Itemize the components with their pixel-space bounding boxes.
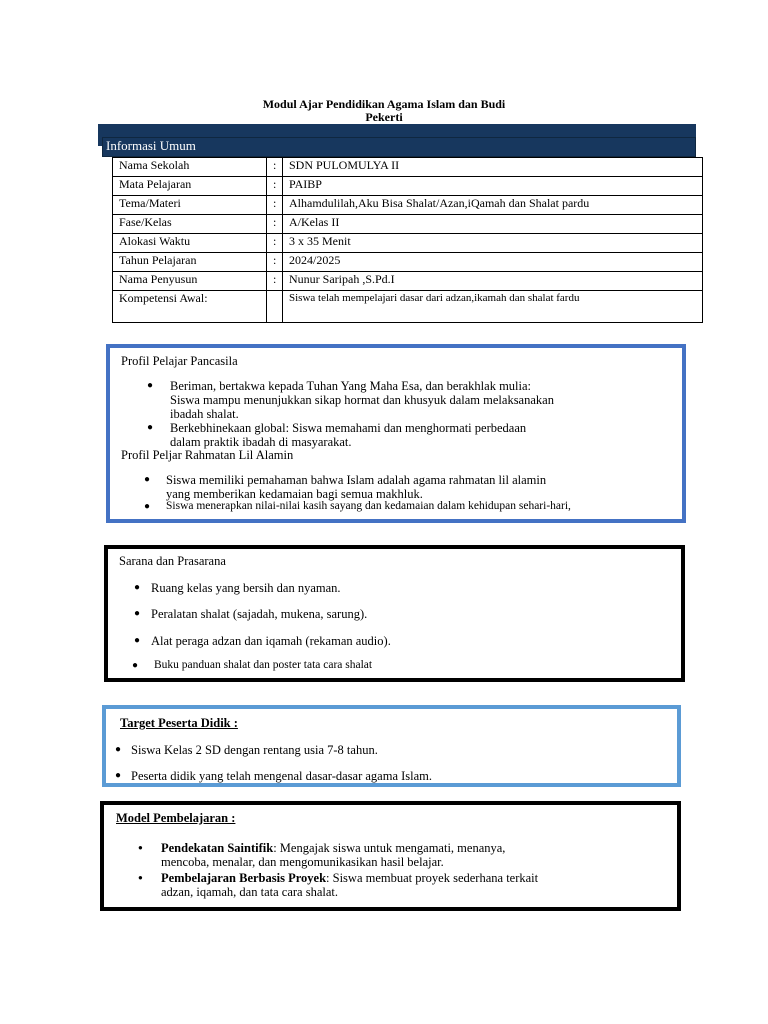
table-row — [113, 253, 703, 272]
list-item-line: Berkebhinekaan global: Siswa memahami dan menghormati perbedaan — [170, 421, 527, 435]
list-item-line — [161, 871, 538, 885]
bullet-icon: ● — [147, 422, 154, 433]
list-item: Siswa Kelas 2 SD dengan rentang usia 7-8 tahun. — [131, 743, 378, 757]
row-sep: : — [267, 196, 283, 215]
table-row — [113, 196, 703, 215]
model-box — [100, 801, 681, 911]
table-row — [113, 158, 703, 177]
bullet-icon: ● — [134, 635, 141, 646]
list-item: Alat peraga adzan dan iqamah (rekaman audio). — [151, 634, 391, 648]
row-value: SDN PULOMULYA II — [283, 158, 703, 177]
list-item-line: adzan, iqamah, dan tata cara shalat. — [161, 885, 338, 899]
model-term: Pendekatan Saintifik — [161, 841, 274, 855]
list-item — [170, 379, 554, 421]
bullet-icon: ● — [115, 770, 122, 781]
model-desc: : Mengajak siswa untuk mengamati, menanya, — [273, 841, 506, 855]
row-value: 2024/2025 — [283, 253, 703, 272]
row-sep: : — [267, 215, 283, 234]
row-label: Kompetensi Awal: — [113, 291, 267, 323]
info-table — [112, 157, 703, 323]
title-line-2: Pekerti — [365, 110, 403, 124]
table-row — [113, 291, 703, 323]
model-heading: Model Pembelajaran : — [116, 811, 236, 825]
list-item-line: ibadah shalat. — [170, 407, 239, 421]
profil-heading-2: Profil Peljar Rahmatan Lil Alamin — [121, 448, 294, 462]
list-item — [161, 871, 538, 899]
row-sep: : — [267, 253, 283, 272]
bullet-icon: ● — [144, 501, 151, 512]
list-item: Peserta didik yang telah mengenal dasar-dasar agama Islam. — [131, 769, 433, 783]
bullet-icon: ● — [115, 744, 122, 755]
row-label: Alokasi Waktu — [113, 234, 267, 253]
list-item-line: Beriman, bertakwa kepada Tuhan Yang Maha Esa, dan berakhlak mulia: — [170, 379, 532, 393]
table-row — [113, 272, 703, 291]
row-label: Tahun Pelajaran — [113, 253, 267, 272]
list-item — [166, 473, 546, 501]
bullet-icon: ● — [147, 380, 154, 391]
list-item: Peralatan shalat (sajadah, mukena, sarung). — [151, 607, 368, 621]
target-heading: Target Peserta Didik : — [120, 716, 238, 730]
row-label: Nama Sekolah — [113, 158, 267, 177]
model-desc: : Siswa membuat proyek sederhana terkait — [326, 871, 539, 885]
row-label: Fase/Kelas — [113, 215, 267, 234]
bullet-icon: ● — [138, 873, 143, 882]
row-value: Nunur Saripah ,S.Pd.I — [283, 272, 703, 291]
table-row — [113, 234, 703, 253]
row-sep: : — [267, 177, 283, 196]
bullet-icon: ● — [132, 660, 139, 671]
bullet-icon: ● — [144, 474, 151, 485]
model-term: Pembelajaran Berbasis Proyek — [161, 871, 327, 885]
row-value: Alhamdulilah,Aku Bisa Shalat/Azan,iQamah dan Shalat pardu — [283, 196, 703, 215]
row-sep: : — [267, 158, 283, 177]
list-item-line: mencoba, menalar, dan mengomunikasikan hasil belajar. — [161, 855, 444, 869]
list-item: Siswa menerapkan nilai-nilai kasih sayang dan kedamaian dalam kehidupan sehari-hari, — [166, 500, 571, 512]
row-value: PAIBP — [283, 177, 703, 196]
row-value: A/Kelas II — [283, 215, 703, 234]
profil-box — [106, 344, 686, 523]
row-sep — [267, 291, 283, 323]
target-box — [102, 705, 681, 787]
bullet-icon: ● — [134, 582, 141, 593]
row-sep: : — [267, 234, 283, 253]
list-item-line: Siswa mampu menunjukkan sikap hormat dan khusyuk dalam melaksanakan — [170, 393, 554, 407]
sarana-box — [104, 545, 685, 682]
table-row — [113, 215, 703, 234]
list-item-line: yang memberikan kedamaian bagi semua makhluk. — [166, 487, 423, 501]
sarana-heading: Sarana dan Prasarana — [119, 554, 226, 568]
list-item-line: dalam praktik ibadah di masyarakat. — [170, 435, 352, 449]
row-value: Siswa telah mempelajari dasar dari adzan,ikamah dan shalat fardu — [283, 291, 703, 323]
bullet-icon: ● — [134, 608, 141, 619]
table-row — [113, 177, 703, 196]
document-title — [0, 98, 768, 124]
list-item — [161, 841, 505, 869]
row-sep: : — [267, 272, 283, 291]
list-item — [170, 421, 526, 449]
row-label: Nama Penyusun — [113, 272, 267, 291]
list-item-line: Siswa memiliki pemahaman bahwa Islam adalah agama rahmatan lil alamin — [166, 473, 547, 487]
row-value: 3 x 35 Menit — [283, 234, 703, 253]
list-item-line — [161, 841, 505, 855]
info-header: Informasi Umum — [102, 137, 696, 157]
profil-heading: Profil Pelajar Pancasila — [121, 354, 238, 368]
bullet-icon: ● — [138, 843, 143, 852]
list-item: Buku panduan shalat dan poster tata cara shalat — [154, 659, 373, 671]
list-item: Ruang kelas yang bersih dan nyaman. — [151, 581, 341, 595]
title-line-1: Modul Ajar Pendidikan Agama Islam dan Budi — [262, 97, 506, 111]
row-label: Mata Pelajaran — [113, 177, 267, 196]
row-label: Tema/Materi — [113, 196, 267, 215]
